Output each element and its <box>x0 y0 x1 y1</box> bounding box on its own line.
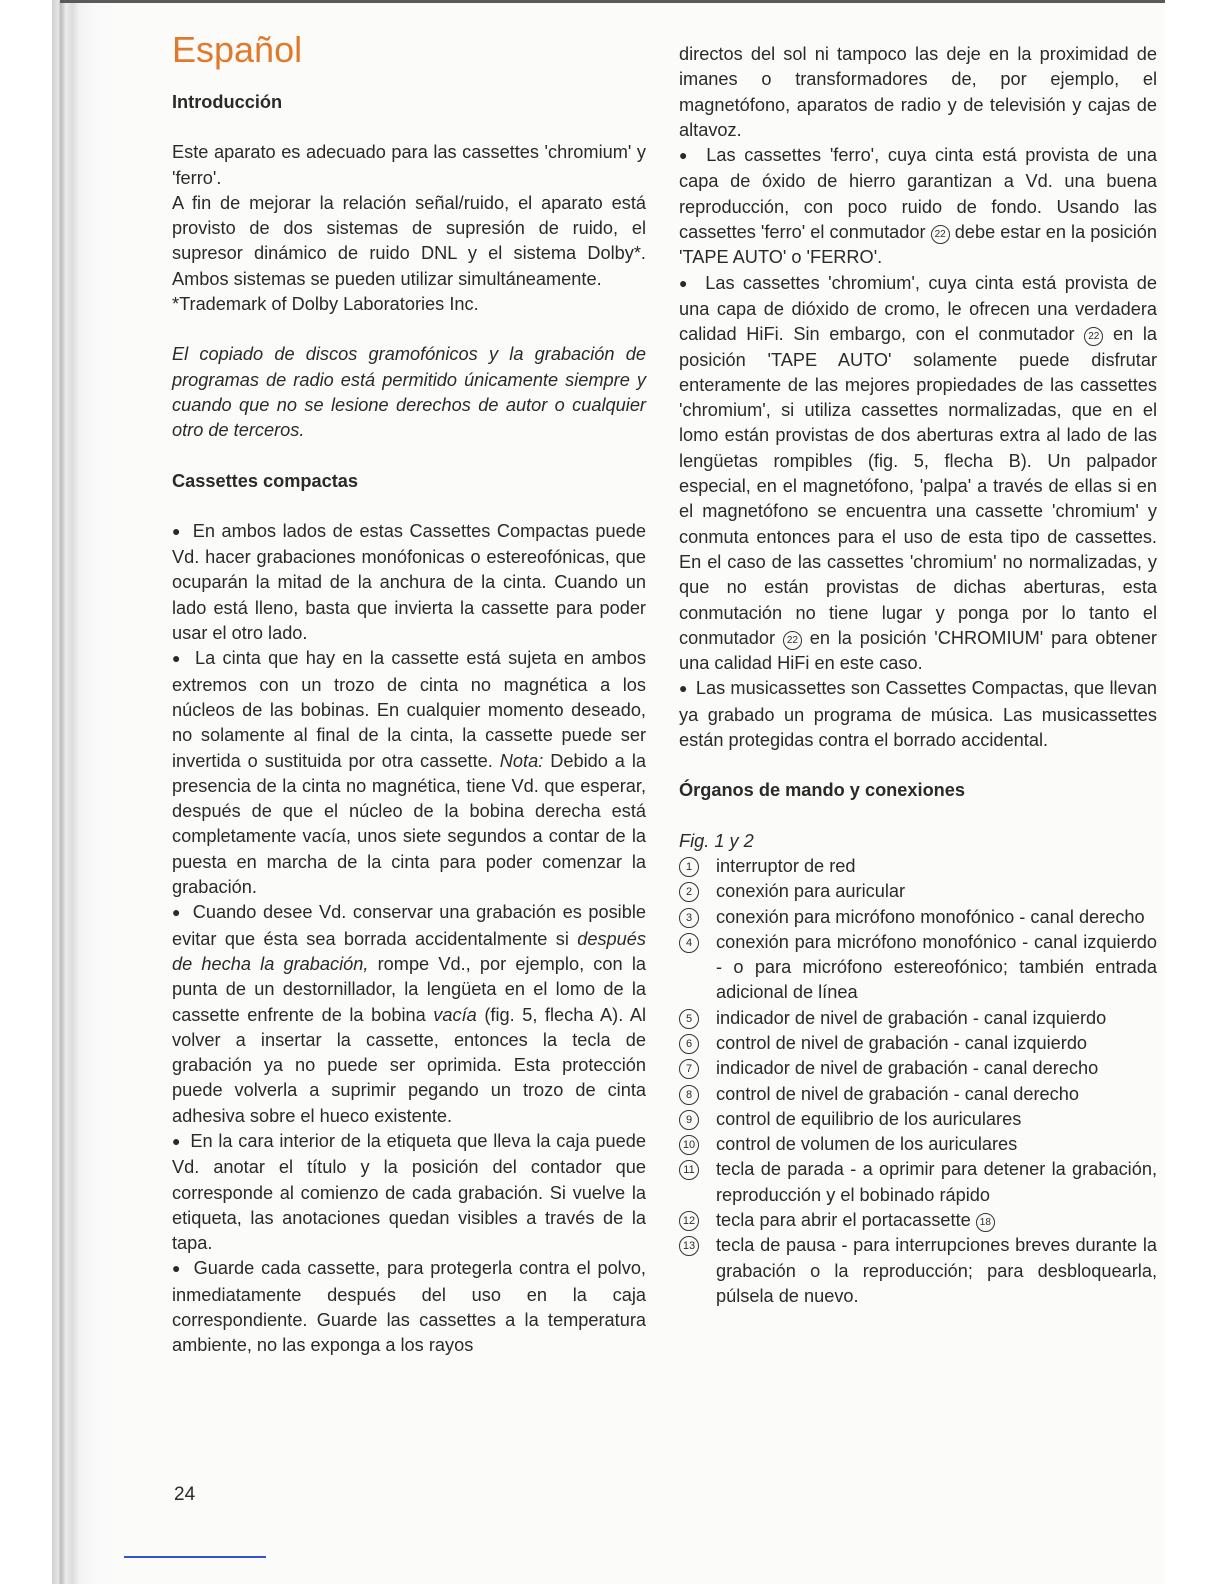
cassettes-bullet-5: ● Guarde cada cassette, para protegerla contra el polvo, inmediatamente después del uso en la caja correspondiente. Guarde las cassettes a la temperatura ambiente, no las exponga a los rayos <box>172 1256 646 1358</box>
reference-number: 22 <box>783 631 802 650</box>
item-number: 13 <box>679 1236 699 1256</box>
item-number: 1 <box>679 857 699 877</box>
cassettes-bullet-4: ● En la cara interior de la etiqueta que lleva la caja puede Vd. anotar el título y la posición del contador que corresponde al comienzo de cada grabación. Si vuelve la etiqueta, las anotaciones quedan visibles a través de la tapa. <box>172 1129 646 1256</box>
top-edge-rule <box>60 0 1165 3</box>
list-item: 13 tecla de pausa - para interrupciones breves durante la grabación o la reproducción; para desbloquearla, púlsela de nuevo. <box>679 1233 1157 1309</box>
copyright-note: El copiado de discos gramofónicos y la grabación de programas de radio está permitido únicamente siempre y cuando que no se lesione derechos de autor o cualquier otro de terceros. <box>172 344 646 441</box>
page-number: 24 <box>174 1484 196 1505</box>
list-item: 2 conexión para auricular <box>679 879 1157 904</box>
item-number: 3 <box>679 908 699 928</box>
list-item: 11 tecla de parada - a oprimir para detener la grabación, reproducción y el bobinado rápido <box>679 1157 1157 1208</box>
figure-caption: Fig. 1 y 2 <box>679 830 754 851</box>
cassettes-bullet-1: ● En ambos lados de estas Cassettes Compactas puede Vd. hacer grabaciones monófonicas o estereofónicas, que ocuparán la mitad de la anchura de la cinta. Cuando un lado está lleno, basta que invierta la cassette para poder usar el otro lado. <box>172 519 646 646</box>
item-number: 9 <box>679 1110 699 1130</box>
right-column <box>679 42 1157 1309</box>
item-number: 5 <box>679 1009 699 1029</box>
link-underline[interactable] <box>124 1556 266 1558</box>
item-number: 4 <box>679 933 699 953</box>
reference-number: 22 <box>931 225 950 244</box>
list-item: 9 control de equilibrio de los auriculares <box>679 1107 1157 1132</box>
intro-heading: Introducción <box>172 92 283 112</box>
item-number: 8 <box>679 1085 699 1105</box>
list-item: 12 tecla para abrir el portacassette 18 <box>679 1208 1157 1233</box>
trademark-note: *Trademark of Dolby Laboratories Inc. <box>172 294 479 315</box>
list-item: 4 conexión para micrófono monofónico - canal izquierdo - o para micrófono estereofónico; también entrada adicional de línea <box>679 930 1157 1006</box>
item-number: 6 <box>679 1034 699 1054</box>
list-item: 6 control de nivel de grabación - canal izquierdo <box>679 1031 1157 1056</box>
item-number: 12 <box>679 1211 699 1231</box>
music-bullet: ● Las musicassettes son Cassettes Compactas, que llevan ya grabado un programa de música. Las musicassettes están protegidas contra el borrado accidental. <box>679 676 1157 753</box>
list-item: 5 indicador de nivel de grabación - canal izquierdo <box>679 1006 1157 1031</box>
list-item: 10 control de volumen de los auriculares <box>679 1132 1157 1157</box>
chromium-bullet: ● Las cassettes 'chromium', cuya cinta está provista de una capa de dióxido de cromo, le ofrecen una verdadera calidad HiFi. Sin embargo, con el conmutador 22 en la posición 'TAPE AUTO' solamente puede disfrutar enteramente de las mejores propiedades de las cassettes 'chromium', si utiliza cassettes normalizadas, que en el lomo están provistas de dos aberturas extra al lado de las lengüetas rompibles (fig. 5, flecha B). Un palpador especial, en el magnetófono, 'palpa' a través de ellas si en el magnetófono se encuentra una cassette 'chromium' y conmuta entonces para el uso de esta tipo de cassettes. En el caso de las cassettes 'chromium' no normalizadas, y que no están provistas de dichas aberturas, esta conmutación no tiene lugar y ponga por lo tanto el conmutador 22 en la posición 'CHROMIUM' para obtener una calidad HiFi en este caso. <box>679 271 1157 677</box>
list-item: 1 interruptor de red <box>679 854 1157 879</box>
left-column <box>172 30 646 1359</box>
cassettes-bullet-3: ● Cuando desee Vd. conservar una grabación es posible evitar que ésta sea borrada accidentalmente si después de hecha la grabación, rompe Vd., por ejemplo, con la punta de un destornillador, la lengüeta en el lomo de la cassette enfrente de la bobina vacía (fig. 5, flecha A). Al volver a insertar la cassette, entonces la tecla de grabación ya no puede ser oprimida. Esta protección puede volverla a suprimir pegando un trozo de cinta adhesiva sobre el hueco existente. <box>172 900 646 1129</box>
intro-paragraph-2: A fin de mejorar la relación señal/ruido, el aparato está provisto de dos sistemas de supresión de ruido, el supresor dinámico de ruido DNL y el sistema Dolby*. Ambos sistemas se pueden utilizar simultáneamente. <box>172 192 646 289</box>
ferro-bullet: ● Las cassettes 'ferro', cuya cinta está provista de una capa de óxido de hierro garantizan a Vd. una buena reproducción, con poco ruido de fondo. Usando las cassettes 'ferro' el conmutador 22 debe estar en la posición 'TAPE AUTO' o 'FERRO'. <box>679 143 1157 270</box>
controls-list <box>679 854 1157 1309</box>
item-number: 7 <box>679 1059 699 1079</box>
list-item: 3 conexión para micrófono monofónico - canal derecho <box>679 905 1157 930</box>
intro-paragraph-1: Este aparato es adecuado para las cassettes 'chromium' y 'ferro'. <box>172 142 646 188</box>
item-number: 11 <box>679 1160 699 1180</box>
reference-number: 22 <box>1084 327 1103 346</box>
item-number: 2 <box>679 882 699 902</box>
list-item: 7 indicador de nivel de grabación - canal derecho <box>679 1056 1157 1081</box>
language-title: Español <box>172 29 303 70</box>
item-number: 10 <box>679 1135 699 1155</box>
cassettes-heading: Cassettes compactas <box>172 470 359 491</box>
scan-background <box>0 0 52 1584</box>
reference-number: 18 <box>976 1213 995 1232</box>
list-item: 8 control de nivel de grabación - canal derecho <box>679 1082 1157 1107</box>
controls-heading: Órganos de mando y conexiones <box>679 780 966 801</box>
storage-continuation: directos del sol ni tampoco las deje en la proximidad de imanes o transformadores de, por ejemplo, el magnetófono, aparatos de radio y de televisión y cajas de altavoz. <box>679 44 1157 140</box>
cassettes-bullet-2: ● La cinta que hay en la cassette está sujeta en ambos extremos con un trozo de cinta no magnética a los núcleos de las bobinas. En cualquier momento deseado, no solamente al final de la cinta, la cassette puede ser invertida o sustituida por otra cassette. Nota: Debido a la presencia de la cinta no magnética, tiene Vd. que esperar, después de que el núcleo de la bobina derecha está completamente vacía, unos siete segundos a contar de la puesta en marcha de la cinta para poder comenzar la grabación. <box>172 646 646 900</box>
